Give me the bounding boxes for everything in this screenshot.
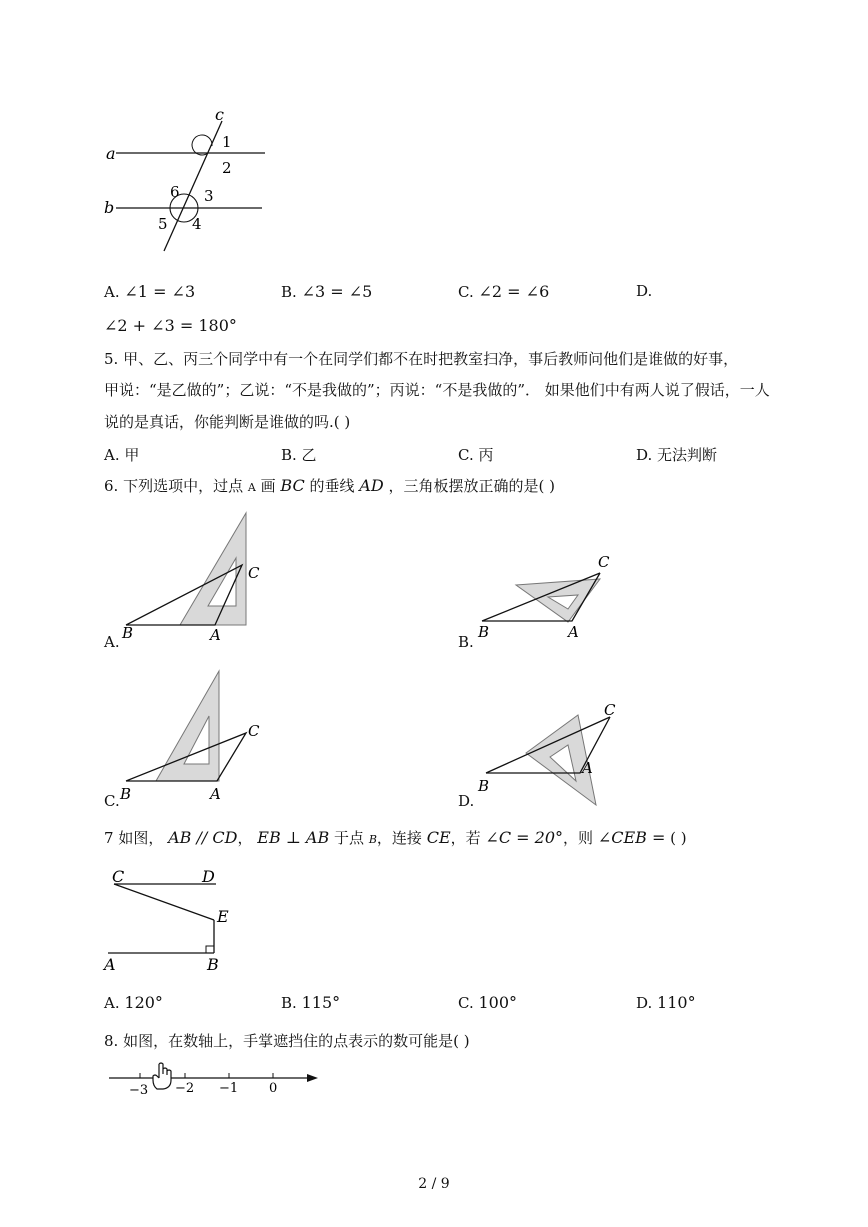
point-b-label: B <box>478 777 490 795</box>
line-b-label: b <box>104 198 115 217</box>
q5-option-c[interactable]: C. 丙 <box>458 446 494 464</box>
option-letter: C. <box>458 994 474 1012</box>
q5-option-b[interactable]: B. 乙 <box>281 446 317 464</box>
segment-ad: AD <box>359 476 384 495</box>
page-number: 2 / 9 <box>418 1176 450 1192</box>
option-letter: D. <box>636 994 653 1012</box>
option-text: ∠1 = ∠3 <box>124 282 196 301</box>
q7-option-d[interactable] <box>636 993 696 1012</box>
q8-number-line <box>105 1062 325 1104</box>
question-number: 7 <box>104 829 114 847</box>
option-letter: A. <box>104 283 120 301</box>
tick-label: −1 <box>219 1081 239 1096</box>
condition-angle: ∠C = 20° <box>485 828 564 847</box>
q6-figure-d <box>470 695 630 813</box>
q7-option-c[interactable] <box>458 993 517 1012</box>
option-text: ∠2 = ∠6 <box>478 282 550 301</box>
point-a-label: A <box>104 955 116 974</box>
line-a-label: a <box>106 144 116 163</box>
stem-text: 画 <box>260 477 276 495</box>
q5-option-d[interactable]: D. 无法判断 <box>636 446 718 464</box>
angle-1-label: 1 <box>222 133 232 151</box>
tick-label: −3 <box>129 1083 149 1098</box>
point-a-label: A <box>568 623 579 641</box>
stem-text: 的垂线 <box>309 477 355 495</box>
option-text: 115° <box>301 993 341 1012</box>
hand-icon <box>153 1063 171 1089</box>
point-b-label: B <box>478 623 490 641</box>
q5-line-2: 甲说：“是乙做的”；乙说：“不是我做的”；丙说：“不是我做的”． 如果他们中有两人说了假话，一人 <box>104 381 770 399</box>
option-text: 100° <box>478 993 518 1012</box>
point-d-label: D <box>202 867 215 886</box>
point-a-label: A <box>210 626 221 644</box>
point-b: B <box>368 833 377 846</box>
q6-option-d[interactable]: D. <box>458 792 475 810</box>
angle-2-label: 2 <box>222 159 232 177</box>
stem-text: ， <box>237 829 253 847</box>
q5-line-1: 5. 甲、乙、丙三个同学中有一个在同学们都不在时把教室扫净，事后教师问他们是谁做的好事， <box>104 350 739 368</box>
angle-5-label: 5 <box>158 215 168 233</box>
point-b-label: B <box>207 955 219 974</box>
q4-option-d-letter[interactable] <box>636 282 652 300</box>
q6-figure-b <box>470 545 630 655</box>
option-letter: B. <box>281 994 297 1012</box>
stem-text: 6. 下列选项中，过点 <box>104 477 244 495</box>
q7-figure <box>100 862 240 977</box>
q7-option-a[interactable] <box>104 993 163 1012</box>
stem-text: 如图， <box>118 829 164 847</box>
point-c-label: C <box>112 867 125 886</box>
point-c-label: C <box>598 553 610 571</box>
q4-option-d-text[interactable] <box>104 316 237 335</box>
option-text: 110° <box>657 993 696 1012</box>
q6-option-b[interactable]: B. <box>458 633 474 651</box>
q4-option-a[interactable] <box>104 282 195 301</box>
q6-option-a[interactable]: A. <box>104 633 120 651</box>
stem-text: ( ) <box>670 829 687 847</box>
q6-option-c[interactable]: C. <box>104 792 120 810</box>
q4-option-c[interactable] <box>458 282 549 301</box>
option-letter: C. <box>458 283 474 301</box>
option-text: ∠3 = ∠5 <box>301 282 373 301</box>
option-text: 120° <box>124 993 163 1012</box>
stem-text: 于点 <box>334 829 365 847</box>
q8-stem: 8. 如图，在数轴上，手掌遮挡住的点表示的数可能是( ) <box>104 1032 470 1050</box>
angle-6-label: 6 <box>170 183 180 201</box>
point-b-label: B <box>122 624 134 642</box>
asked-angle: ∠CEB = <box>597 828 666 847</box>
option-letter: A. <box>104 994 120 1012</box>
tick-label: −2 <box>175 1081 195 1096</box>
point-b-label: B <box>120 785 132 803</box>
q6-stem <box>104 476 555 498</box>
point-a-label: A <box>210 785 221 803</box>
q5-line-3: 说的是真话，你能判断是谁做的吗.( ) <box>104 413 351 431</box>
stem-text: ，连接 <box>376 829 422 847</box>
point-a: A <box>247 481 256 494</box>
condition-perpendicular: EB ⊥ AB <box>257 828 330 847</box>
option-text: ∠2 + ∠3 = 180° <box>104 316 237 335</box>
q5-option-a[interactable]: A. 甲 <box>104 446 140 464</box>
option-letter: D. <box>636 282 653 300</box>
q6-figure-a <box>100 510 300 655</box>
point-a-label: A <box>582 759 593 777</box>
segment-ce: CE <box>426 828 451 847</box>
line-c-label: c <box>215 105 224 124</box>
point-c-label: C <box>604 701 616 719</box>
point-c-label: C <box>248 564 260 582</box>
q4-option-b[interactable] <box>281 282 372 301</box>
stem-text: ，则 <box>563 829 594 847</box>
segment-bc: BC <box>280 476 305 495</box>
option-letter: B. <box>281 283 297 301</box>
point-e-label: E <box>217 907 229 926</box>
q4-figure <box>100 105 270 255</box>
angle-3-label: 3 <box>204 187 214 205</box>
q7-stem <box>104 828 687 850</box>
angle-4-label: 4 <box>192 215 202 233</box>
stem-text: ，若 <box>450 829 481 847</box>
q7-option-b[interactable] <box>281 993 340 1012</box>
condition-parallel: AB // CD <box>168 828 238 847</box>
tick-label: 0 <box>269 1081 278 1096</box>
point-c-label: C <box>248 722 260 740</box>
stem-text: ，三角板摆放正确的是( ) <box>388 477 555 495</box>
q6-figure-c <box>100 668 300 813</box>
